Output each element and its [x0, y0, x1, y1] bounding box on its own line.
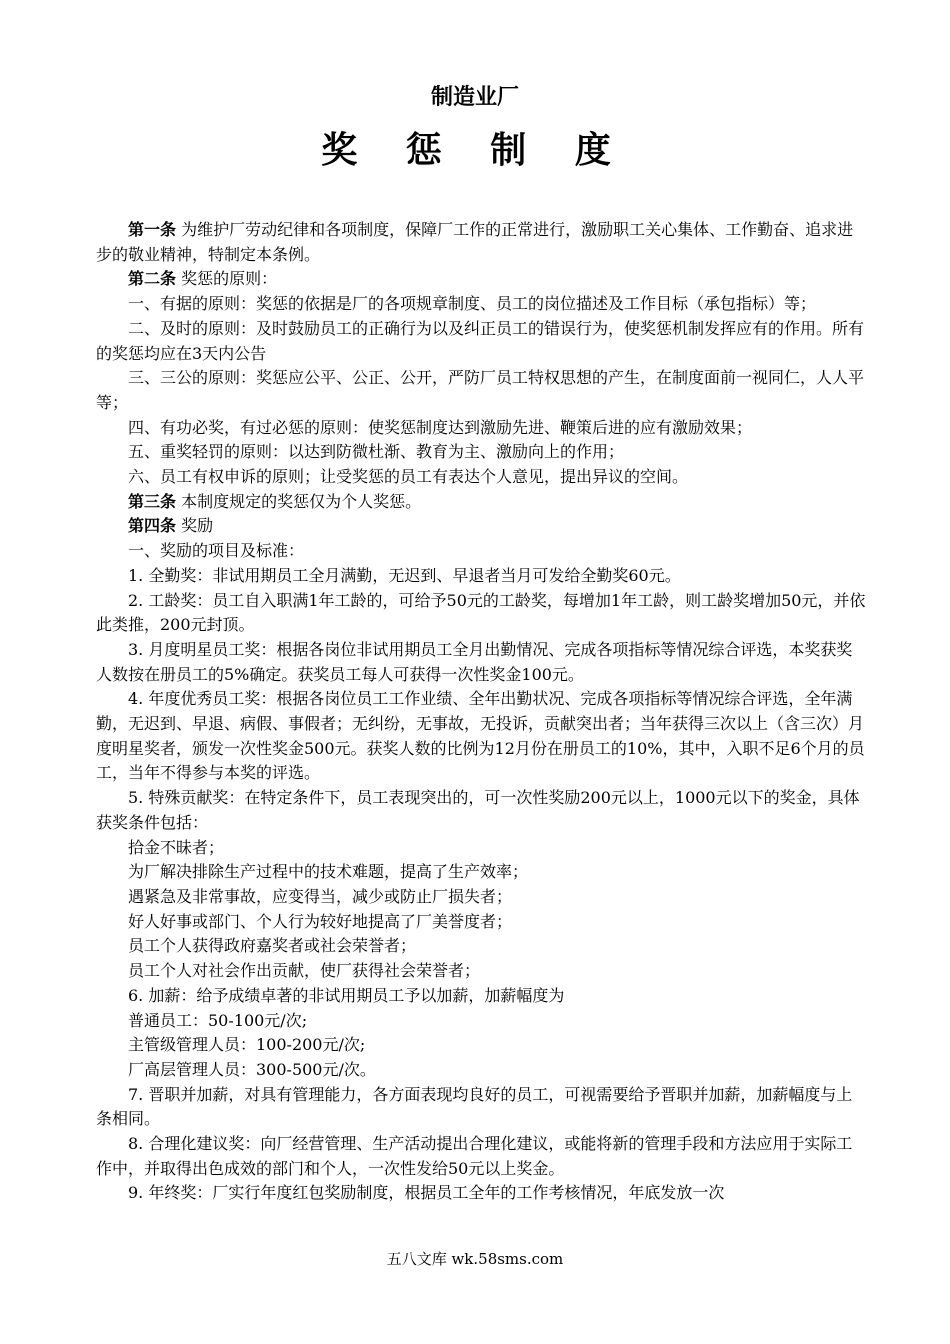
paragraph: [96, 440, 866, 465]
article-label: 第一条: [128, 220, 177, 239]
paragraph: [96, 292, 866, 317]
paragraph: [96, 218, 866, 267]
paragraph: [96, 514, 866, 539]
paragraph: [96, 589, 866, 638]
paragraph-text: 为厂解决排除生产过程中的技术难题，提高了生产效率；: [128, 862, 529, 882]
paragraph-text: 6. 加薪：给予成绩卓著的非试用期员工予以加薪，加薪幅度为: [128, 985, 565, 1005]
paragraph: [96, 786, 866, 835]
paragraph: [96, 959, 866, 984]
paragraph-text: 奖励: [176, 516, 214, 536]
paragraph-text: 2. 工龄奖：员工自入职满1年工龄的，可给予50元的工龄奖，每增加1年工龄，则工龄奖增加50元，并依此类推，200元封顶。: [96, 590, 866, 635]
paragraph: [96, 416, 866, 441]
paragraph: [96, 910, 866, 935]
paragraph: [96, 860, 866, 885]
paragraph: [96, 934, 866, 959]
paragraph-text: 普通员工：50-100元/次;: [128, 1010, 308, 1030]
paragraph: [96, 1033, 866, 1058]
paragraph: [96, 1009, 866, 1034]
paragraph: [96, 490, 866, 515]
paragraph: [96, 366, 866, 415]
paragraph-text: 9. 年终奖：厂实行年度红包奖励制度，根据员工全年的工作考核情况，年底发放一次: [128, 1183, 725, 1203]
paragraph-text: 4. 年度优秀员工奖：根据各岗位员工工作业绩、全年出勤状况、完成各项指标等情况综合评选，全年满勤，无迟到、早退、病假、事假者；无纠纷，无事故，无投诉，贡献突出者；当年获得三次以上（含三次）月度明星奖者，颁发一次性奖金500元。获奖人数的比例为12月份在册员工的10%，其中，入职不足6个月的员工，当年不得参与本奖的评选。: [96, 689, 865, 783]
paragraph-text: 五、重奖轻罚的原则：以达到防微杜渐、教育为主、激励向上的作用；: [128, 442, 625, 462]
document-body: [96, 218, 866, 1206]
paragraph-text: 六、员工有权申诉的原则；让受奖惩的员工有表达个人意见，提出异议的空间。: [128, 467, 689, 487]
paragraph-text: 8. 合理化建议奖：向厂经营管理、生产活动提出合理化建议，或能将新的管理手段和方法应用于实际工作中，并取得出色成效的部门和个人，一次性发给50元以上奖金。: [96, 1134, 853, 1178]
paragraph-text: 二、及时的原则：及时鼓励员工的正确行为以及纠正员工的错误行为，使奖惩机制发挥应有的作用。所有的奖惩均应在3天内公告: [96, 318, 865, 363]
paragraph-text: 一、有据的原则：奖惩的依据是厂的各项规章制度、员工的岗位描述及工作目标（承包指标）等；: [128, 294, 817, 314]
paragraph: [96, 1132, 866, 1181]
paragraph-text: 员工个人获得政府嘉奖者或社会荣誉者；: [128, 936, 417, 956]
article-label: 第三条: [128, 491, 177, 511]
paragraph: [96, 1181, 866, 1206]
paragraph: [96, 317, 866, 366]
paragraph-text: 员工个人对社会作出贡献，使厂获得社会荣誉者；: [128, 961, 481, 981]
paragraph: [96, 1058, 866, 1083]
paragraph: [96, 984, 866, 1009]
paragraph-text: 奖惩的原则：: [176, 269, 278, 289]
document-subtitle: 制造业厂: [430, 85, 519, 110]
paragraph-text: 3. 月度明星员工奖：根据各岗位非试用期员工全月出勤情况、完成各项指标等情况综合评选，本奖获奖人数按在册员工的5%确定。获奖员工每人可获得一次性奖金100元。: [96, 639, 853, 684]
paragraph-text: 本制度规定的奖惩仅为个人奖惩。: [176, 491, 422, 511]
watermark-footer: 五八文库 wk.58sms.com: [386, 1250, 564, 1268]
paragraph: [96, 687, 866, 786]
paragraph: [96, 1083, 866, 1132]
paragraph: [96, 885, 866, 910]
paragraph: [96, 836, 866, 861]
paragraph: [96, 539, 866, 564]
paragraph-text: 7. 晋职并加薪，对具有管理能力，各方面表现均良好的员工，可视需要给予晋职并加薪，加薪幅度与上条相同。: [96, 1084, 853, 1129]
paragraph: [96, 267, 866, 292]
paragraph: [96, 465, 866, 490]
paragraph-text: 5. 特殊贡献奖：在特定条件下，员工表现突出的，可一次性奖励200元以上，1000元以下的奖金，具体获奖条件包括：: [96, 788, 860, 832]
paragraph-text: 一、奖励的项目及标准：: [128, 541, 305, 561]
paragraph: [96, 638, 866, 687]
paragraph: [96, 564, 866, 589]
paragraph-text: 遇紧急及非常事故，应变得当，减少或防止厂损失者；: [128, 886, 513, 906]
paragraph-text: 厂高层管理人员：300-500元/次。: [128, 1059, 376, 1079]
paragraph-text: 四、有功必奖，有过必惩的原则：使奖惩制度达到激励先进、鞭策后进的应有激励效果；: [128, 417, 753, 437]
paragraph-text: 主管级管理人员：100-200元/次;: [128, 1035, 366, 1055]
paragraph-text: 拾金不昧者；: [128, 837, 225, 857]
document-title: 奖 惩 制 度: [321, 130, 629, 171]
paragraph-text: 为维护厂劳动纪律和各项制度，保障厂工作的正常进行，激励职工关心集体、工作勤奋、追求进步的敬业精神，特制定本条例。: [96, 220, 854, 264]
article-label: 第二条: [128, 269, 177, 289]
paragraph-text: 好人好事或部门、个人行为较好地提高了厂美誉度者；: [128, 911, 513, 931]
paragraph-text: 1. 全勤奖：非试用期员工全月满勤，无迟到、早退者当月可发给全勤奖60元。: [128, 565, 681, 585]
paragraph-text: 三、三公的原则：奖惩应公平、公正、公开，严防厂员工特权思想的产生，在制度面前一视同仁，人人平等；: [96, 368, 865, 412]
article-label: 第四条: [128, 516, 177, 536]
